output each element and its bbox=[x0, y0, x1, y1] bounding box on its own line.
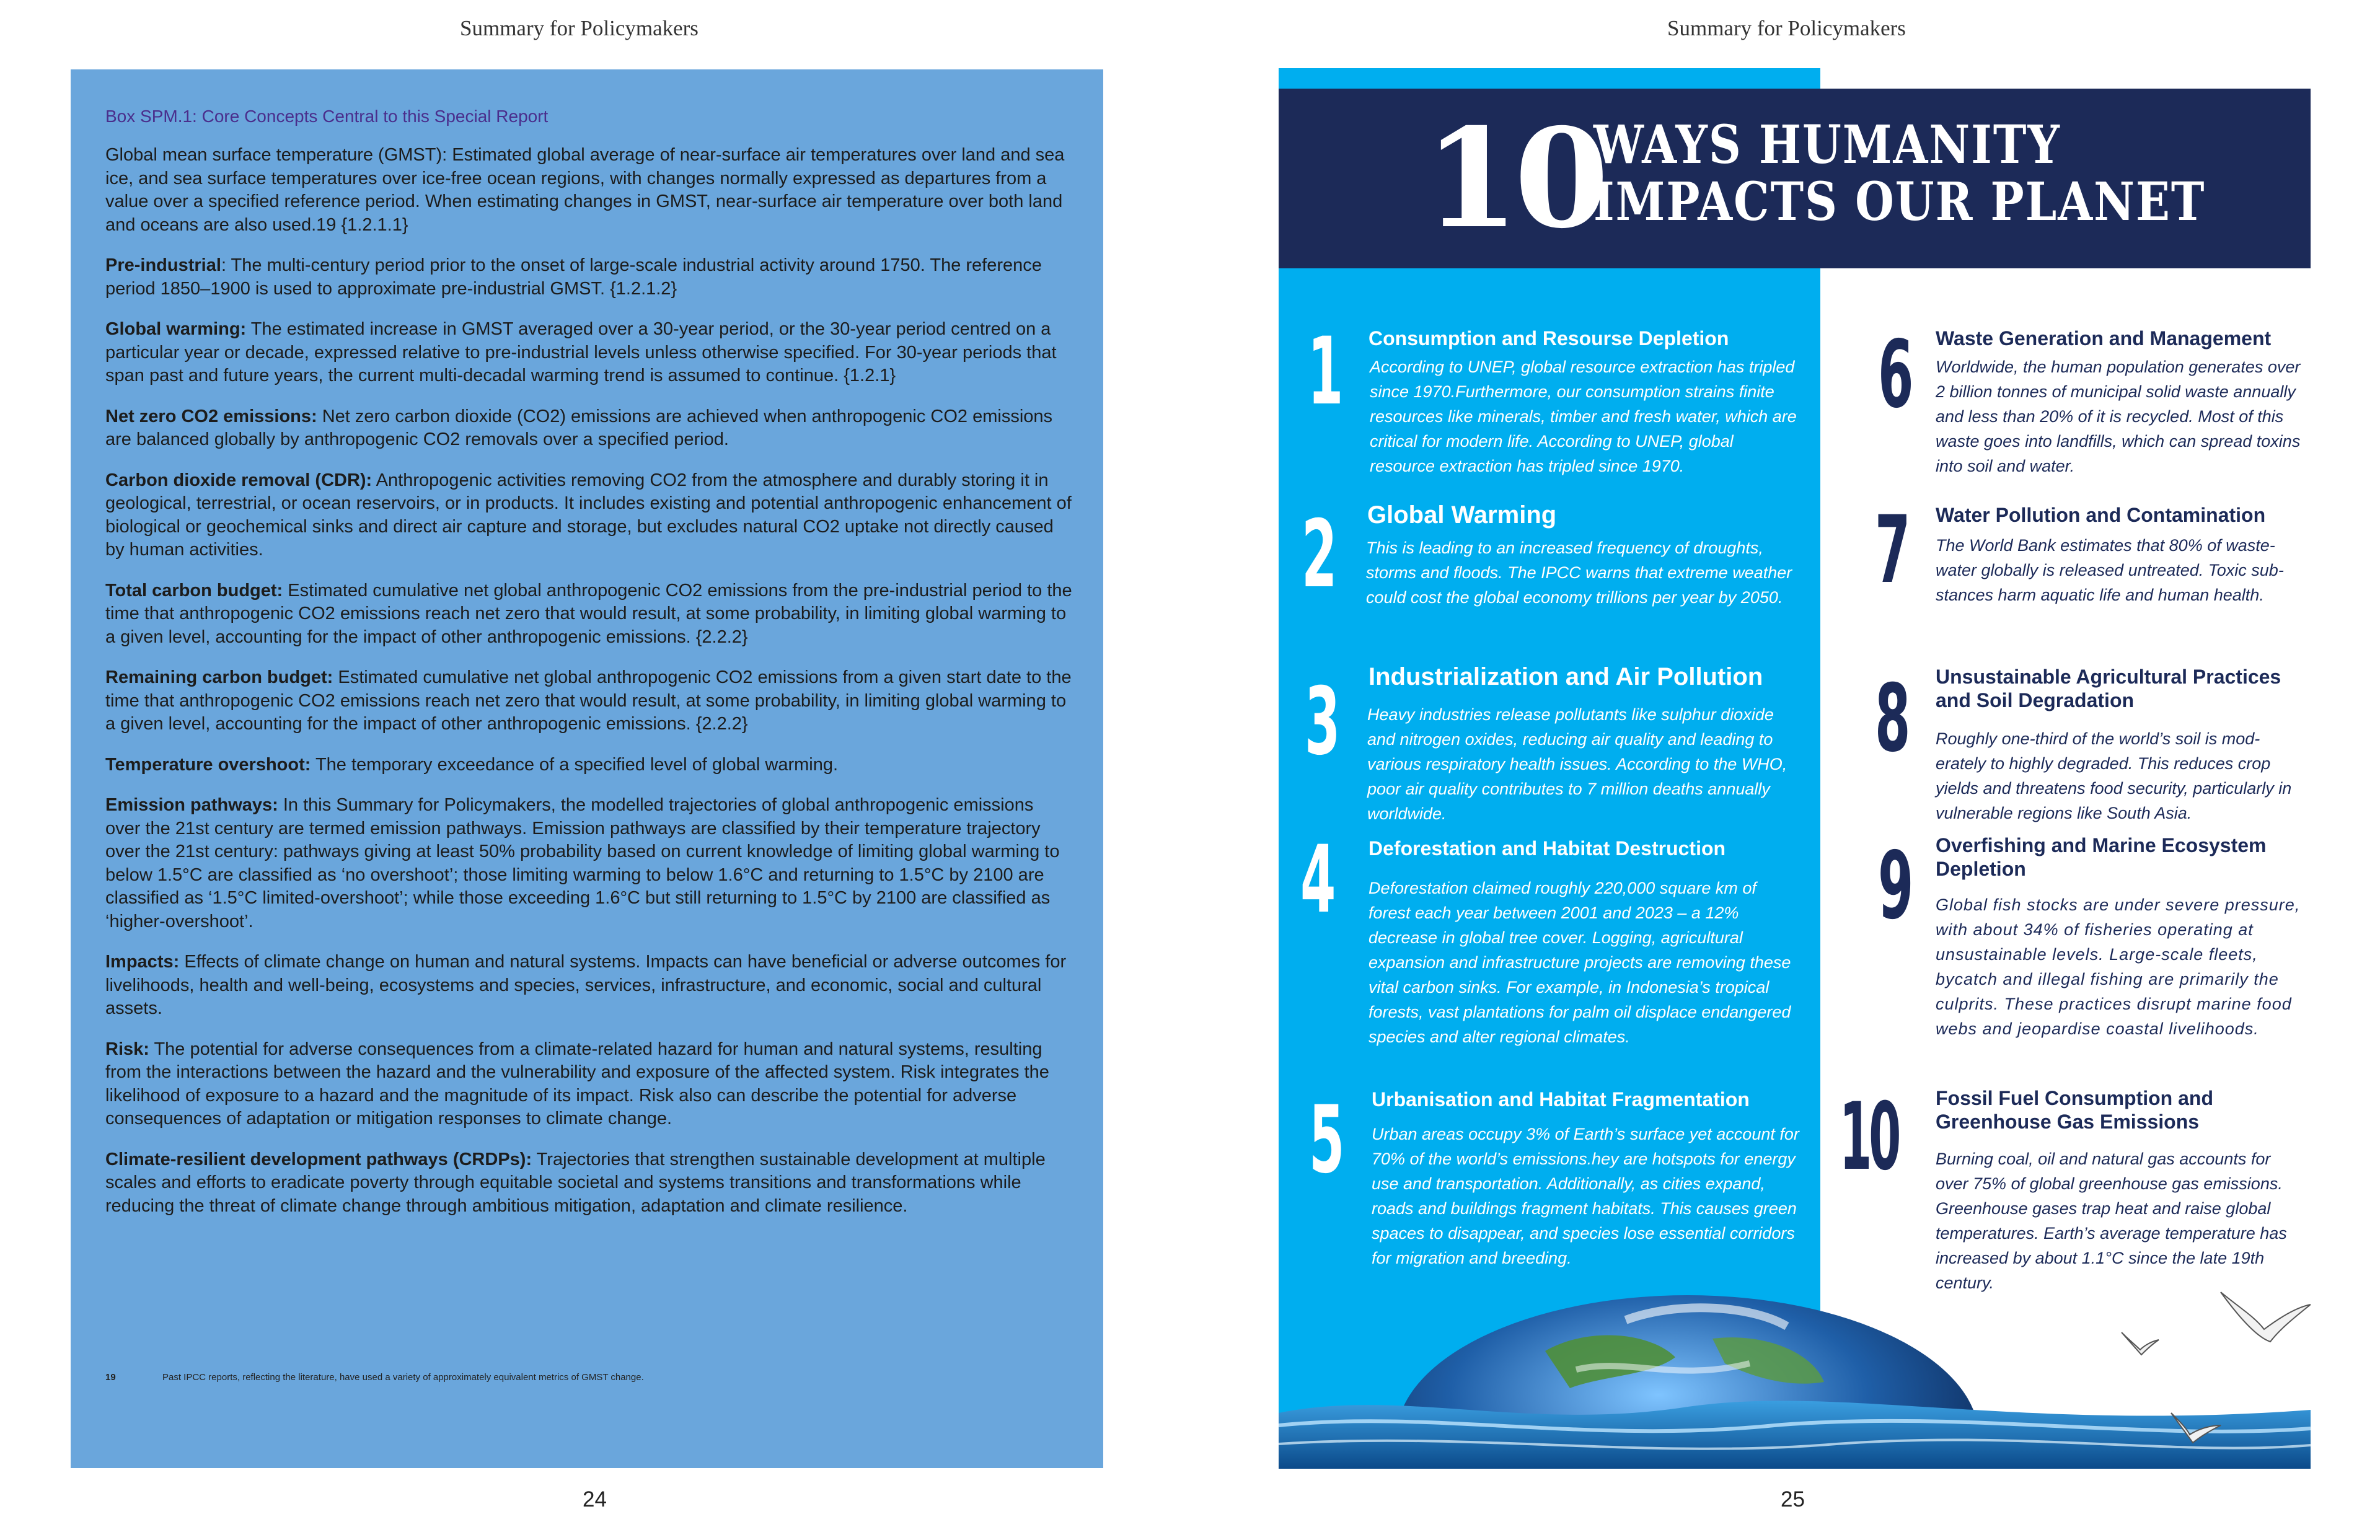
item-number-8: 8 bbox=[1875, 665, 1911, 773]
definition-crdps: Climate-resilient development pathways (CRDPs): Trajectories that strengthen sustainable development at multiple scales and efforts to eradicate poverty through equitable societal and systems transitions and transformations while reducing the threat of climate change through ambitious mitigation, adaptation and climate resilience. bbox=[105, 1149, 1046, 1216]
definition-risk: Risk: The potential for adverse consequences from a climate-related hazard for human and natural systems, resulting from the interactions between the hazard and the vulnerability and exposure of the affected system. Risk integrates the likelihood of exposure to a hazard and the magnitude of its impact. Risk also can describe the potential for adverse consequences of adaptation or mitigation responses to climate change. bbox=[105, 1039, 1049, 1129]
item-body-8: Roughly one-third of the world’s soil is mod-erately to highly degraded. This reduces crop yields and threatens food security, particularly in vulnerable regions like South Asia. bbox=[1936, 729, 2292, 822]
definitions-list bbox=[105, 144, 1072, 1218]
item-body-5: Urban areas occupy 3% of Earth’s surface yet account for 70% of the world’s emissions.hey are hotspots for energy use and transportation. Additionally, as cities expand, roads and buildings fragment habitats. This causes green spaces to disappear, and species lose essential corridors for migration and breeding. bbox=[1372, 1125, 1799, 1267]
running-head-left: Summary for Policymakers bbox=[460, 16, 699, 40]
definition-emission-pathways: Emission pathways: In this Summary for Policymakers, the modelled trajectories of global anthropogenic emissions over the 21st century are termed emission pathways. Emission pathways are classified by their temperature trajectory over the 21st century: pathways giving at least 50% probability based on current knowledge of limiting global warming to below 1.5°C are classified as ‘no overshoot’; those limiting warming to below 1.6°C and returning to 1.5°C by 2100 are classified as ‘1.5°C limited-overshoot’; while those exceeding 1.6°C but still returning to 1.5°C by 2100 are classified as ‘higher-overshoot’. bbox=[105, 795, 1060, 931]
title-banner bbox=[1279, 89, 2311, 268]
footnote: 19 Past IPCC reports, reflecting the literature, have used a variety of approximately equivalent metrics of GMST change. bbox=[105, 1372, 644, 1383]
definition-global-warming: Global warming: The estimated increase in GMST averaged over a 30-year period, or the 30-year period centred on a particular year or decade, expressed relative to pre-industrial levels unless otherwise specified. For 30-year periods that span past and future years, the current multi-decadal warming trend is assumed to continue. {1.2.1} bbox=[105, 319, 1057, 385]
item-title-2: Global Warming bbox=[1367, 501, 1557, 529]
item-title-7: Water Pollution and Contamination bbox=[1936, 504, 2266, 526]
item-title-9: Overfishing and Marine Ecosystem Depletion bbox=[1936, 834, 2267, 880]
item-number-7: 7 bbox=[1875, 496, 1911, 604]
item-number-1: 1 bbox=[1308, 318, 1344, 426]
banner-line-2: IMPACTS OUR PLANET bbox=[1593, 170, 2206, 233]
item-body-6: Worldwide, the human population generates over 2 billion tonnes of municipal solid waste annually and less than 20% of it is recycled. Most of this waste goes into landfills, which can spread toxins into soil and water. bbox=[1936, 358, 2301, 475]
item-number-6: 6 bbox=[1878, 321, 1914, 429]
item-body-7: The World Bank estimates that 80% of waste-water globally is released untreated. Toxic sub-stances harm aquatic life and human health. bbox=[1936, 536, 2284, 604]
box-title: Box SPM.1: Core Concepts Central to this Special Report bbox=[105, 107, 549, 126]
definition-cdr: Carbon dioxide removal (CDR): Anthropogenic activities removing CO2 from the atmosphere and durably storing it in geological, terrestrial, or ocean reservoirs, or in products. It includes existing and potential anthropogenic enhancement of biological or geochemical sinks and direct air capture and storage, but excludes natural CO2 uptake not directly caused by human activities. bbox=[105, 470, 1072, 560]
definition-net-zero: Net zero CO2 emissions: Net zero carbon dioxide (CO2) emissions are achieved when anthropogenic CO2 emissions are balanced globally by anthropogenic CO2 removals over a specified period. bbox=[105, 406, 1053, 449]
page-number-right: 25 bbox=[1781, 1487, 1805, 1511]
definition-remaining-carbon-budget: Remaining carbon budget: Estimated cumulative net global anthropogenic CO2 emissions from a given start date to the time that anthropogenic CO2 emissions reach net zero that would result, at some probability, in limiting global warming to a given level, accounting for the impact of other anthropogenic emissions. {2.2.2} bbox=[105, 667, 1072, 734]
running-head-right: Summary for Policymakers bbox=[1667, 16, 1906, 40]
item-number-10: 10 bbox=[1840, 1083, 1898, 1191]
banner-line-1: WAYS HUMANITY bbox=[1593, 113, 2061, 176]
core-concepts-box bbox=[71, 69, 1103, 1468]
item-title-3: Industrialization and Air Pollution bbox=[1368, 663, 1763, 690]
item-body-2: This is leading to an increased frequency of droughts, storms and floods. The IPCC warns that extreme weather could cost the global economy trillions per year by 2050. bbox=[1366, 539, 1792, 607]
item-title-8: Unsustainable Agricultural Practices and Soil Degradation bbox=[1936, 666, 2281, 711]
item-title-10: Fossil Fuel Consumption and Greenhouse Gas Emissions bbox=[1936, 1087, 2213, 1133]
definition-impacts: Impacts: Effects of climate change on human and natural systems. Impacts can have beneficial or adverse outcomes for livelihoods, health and well-being, ecosystems and species, services, infrastructure, and economic, social and cultural assets. bbox=[105, 952, 1067, 1018]
earth-ocean-illustration bbox=[1279, 1283, 2311, 1469]
page-number-left: 24 bbox=[583, 1487, 607, 1511]
item-body-9: Global fish stocks are under severe pressure, with about 34% of fisheries operating at unsustainable levels. Large-scale fleets, bycatch and illegal fishing are primarily the culprits. These practices disrupt marine food webs and jeopardise coastal livelihoods. bbox=[1936, 895, 2301, 1038]
item-number-2: 2 bbox=[1302, 501, 1338, 609]
item-body-4: Deforestation claimed roughly 220,000 square km of forest each year between 2001 and 2023 – a 12% decrease in global tree cover. Logging, agricultural expansion and infrastructure projects are removing these vital carbon sinks. For example, in Indonesia’s tropical forests, vast plantations for palm oil displace endangered species and alter regional climates. bbox=[1368, 879, 1791, 1046]
item-number-9: 9 bbox=[1878, 832, 1914, 940]
definition-temperature-overshoot: Temperature overshoot: The temporary exceedance of a specified level of global warming. bbox=[105, 754, 839, 775]
banner-big-number: 10 bbox=[1424, 98, 1605, 258]
item-body-10: Burning coal, oil and natural gas accounts for over 75% of global greenhouse gas emissions. Greenhouse gases trap heat and raise global temperatures. Earth’s average temperature has increased by about 1.1°C since the late 19th century. bbox=[1936, 1150, 2287, 1292]
item-number-5: 5 bbox=[1309, 1086, 1345, 1194]
item-title-4: Deforestation and Habitat Destruction bbox=[1368, 837, 1726, 860]
item-number-3: 3 bbox=[1305, 668, 1341, 776]
item-body-1: According to UNEP, global resource extraction has tripled since 1970.Furthermore, our consumption strains finite resources like minerals, timber and fresh water, which are critical for modern life. According to UNEP, global resource extraction has tripled since 1970. bbox=[1370, 358, 1797, 475]
definition-gmst: Global mean surface temperature (GMST): Estimated global average of near-surface air temperatures over land and sea ice, and sea surface temperatures over ice-free ocean regions, with changes normally expressed as departures from a value over a specified reference period. When estimating changes in GMST, near-surface air temperature over both land and oceans are also used.19 {1.2.1.1} bbox=[105, 145, 1065, 235]
item-number-4: 4 bbox=[1300, 826, 1336, 934]
definition-total-carbon-budget: Total carbon budget: Estimated cumulative net global anthropogenic CO2 emissions from the pre-industrial period to the time that anthropogenic CO2 emissions reach net zero that would result, at some probability, in limiting global warming to a given level, accounting for the impact of other anthropogenic emissions. {2.2.2} bbox=[105, 580, 1072, 647]
item-title-6: Waste Generation and Management bbox=[1936, 327, 2272, 350]
item-title-5: Urbanisation and Habitat Fragmentation bbox=[1372, 1088, 1750, 1111]
item-title-1: Consumption and Resourse Depletion bbox=[1368, 327, 1729, 350]
item-body-3: Heavy industries release pollutants like sulphur dioxide and nitrogen oxides, reducing air quality and leading to various respiratory health issues. According to the WHO, poor air quality contributes to 7 million deaths annually worldwide. bbox=[1367, 705, 1787, 823]
definition-pre-industrial: Pre-industrial: The multi-century period prior to the onset of large-scale industrial activity around 1750. The reference period 1850–1900 is used to approximate pre-industrial GMST. {1.2.1.2} bbox=[105, 255, 1042, 299]
ocean-waves bbox=[1279, 1401, 2311, 1469]
